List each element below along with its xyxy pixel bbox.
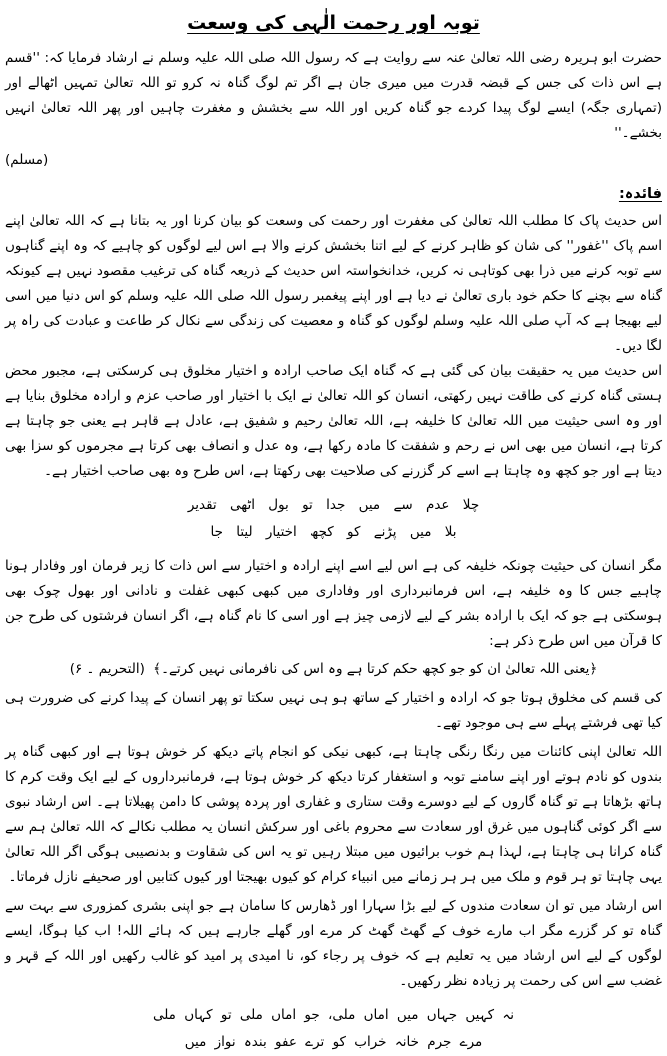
couplet-1 bbox=[5, 492, 662, 546]
quran-citation: (التحریم ۔ ۶) bbox=[69, 661, 145, 677]
couplet-1-line-1: چلا عدم سے میں جدا تو بول اٹھی تقدیر bbox=[187, 497, 480, 513]
page-title: توبہ اور رحمت الٰہی کی وسعت bbox=[187, 12, 480, 34]
khalifa-paragraph: مگر انسان کی حیثیت چونکہ خلیفہ کی ہے اس لیے اسے اپنے ارادہ و اختیار سے اس ذات کا زیر فرمان اور وفادار ہونا چاہیے جس کا وہ خلیفہ ہے، اس فرمانبرداری اور وفاداری میں کبھی کبھی غفلت و نادانی اور بھول چوک بھی ہوسکتی ہے جو کہ ایک با ارادہ بشر کے لیے لازمی چیز ہے اور اسی کا نام گناہ ہے، اگر انسان فرشتوں کی طرح جن کا قرآن میں اس طرح ذکر ہے: bbox=[5, 558, 662, 649]
fayda-paragraph-2: اس حدیث میں یہ حقیقت بیان کی گئی ہے کہ گناہ ایک صاحب ارادہ و اختیار مخلوق ہی کرسکتی ہے، مجبور محض ہستی گناہ کرنے کی طاقت نہیں رکھتی، انسان کو اللہ تعالیٰ نے ایک با اختیار اور صاحب عزم و ارادہ مخلوق بنایا ہے اور وہ اسی حیثیت میں اللہ تعالیٰ کا خلیفہ ہے، اللہ تعالیٰ رحیم و شفیق ہے، عادل ہے قاہر ہے یعنی جو چاہتا ہے کرتا ہے، انسان میں بھی اس نے رحم و شفقت کا مادہ رکھا ہے، وہ عدل و انصاف بھی کرتا ہے مجرموں کو سزا بھی دیتا ہے اور جو کچھ وہ چاہتا ہے اسے کر گزرنے کی صلاحیت بھی رکھتا ہے، اس طرح وہ بھی صاحب اختیار ہے۔ bbox=[5, 363, 662, 479]
couplet-2-line-1: نہ کہیں جہاں میں اماں ملی، جو اماں ملی تو کہاں ملی bbox=[152, 1007, 515, 1023]
hadith-paragraph: حضرت ابو ہریرہ رضی اللہ تعالیٰ عنہ سے روایت ہے کہ رسول اللہ صلی اللہ علیہ وسلم نے ارشاد فرمایا کہ: ''قسم ہے اس ذات کی جس کے قبضہ قدرت میں میری جان ہے اگر تم لوگ گناہ نہ کرو تو اللہ تعالیٰ تمہیں اٹھالے اور (تمہاری جگہ) ایسے لوگ پیدا کردے جو گناہ کریں اور اللہ سے بخشش و مغفرت چاہیں اور پھر اللہ تعالیٰ انہیں بخشے۔'' bbox=[5, 50, 662, 141]
khalifa-paragraph-continuation: کی قسم کی مخلوق ہوتا جو کہ ارادہ و اختیار کے ساتھ ہو ہی نہیں سکتا تو پھر انسان کے پیدا کرنے کی ضرورت ہی کیا تھی فرشتے پہلے سے ہی موجود تھے۔ bbox=[5, 690, 662, 731]
quran-verse-text: ﴿یعنی اللہ تعالیٰ ان کو جو کچھ حکم کرتا ہے وہ اس کی نافرمانی نہیں کرتے۔﴾ bbox=[153, 661, 598, 677]
hadith-source: (مسلم) bbox=[5, 152, 49, 168]
saadat-paragraph: اس ارشاد میں تو ان سعادت مندوں کے لیے بڑا سہارا اور ڈھارس کا سامان ہے جو اپنی بشری کمزوری سے بہت سے گناہ تو کر گزرے مگر اب مارے خوف کے گھٹ گھٹ کر مرے اور گھلے جارہے ہیں کہ ہائے اللہ! اب کیا ہوگا، ایسے لوگوں کے لیے اس ارشاد میں یہ تعلیم ہے کہ خوف پر رجاء کو، نا امیدی پر امید کو غالب رکھیں اور اللہ کے قہر و غضب سے اس کی رحمت پر زیادہ نظر رکھیں۔ bbox=[5, 898, 662, 989]
quran-verse bbox=[5, 656, 662, 682]
couplet-2 bbox=[5, 1002, 662, 1056]
fayda-heading: فائدہ: bbox=[618, 186, 662, 202]
couplet-2-line-2: مرے جرم خانہ خراب کو ترے عفو بندہ نواز میں bbox=[184, 1034, 483, 1050]
kainat-paragraph: اللہ تعالیٰ اپنی کائنات میں رنگا رنگی چاہتا ہے، کبھی نیکی کو انجام پاتے دیکھ کر خوش ہوتا ہے اور کبھی گناہ پر بندوں کو نادم ہوتے اور اپنے سامنے توبہ و استغفار کرتا دیکھ کر خوش ہوتا ہے، فرمانبرداروں کے لیے ایک وقت کرم کا ہاتھ بڑھاتا ہے تو گناہ گاروں کے لیے دوسرے وقت ستاری و غفاری اور پردہ پوشی کا دامن پھیلاتا ہے۔ اس ارشاد نبوی سے اگر کوئی گناہوں میں غرق اور سعادت سے محروم باغی اور سرکش انسان یہ مطلب نکالے کہ اللہ تعالیٰ ہم سے گناہ کرانا ہی چاہتا ہے، لہذا ہم خوب برائیوں میں مبتلا رہیں تو یہ اس کی شقاوت و بدنصیبی ہوگی اگر اللہ تعالیٰ یہی چاہتا تو ہر قوم و ملک میں ہر ہر زمانے میں انبیاء کرام کو کیوں بھیجتا اور کیوں کتابیں اور صحیفے نازل فرماتا۔ bbox=[5, 744, 662, 885]
fayda-paragraph-1: اس حدیث پاک کا مطلب اللہ تعالیٰ کی مغفرت اور رحمت کی وسعت کو بیان کرنا اور یہ بتانا ہے کہ اللہ تعالیٰ اپنے اسم پاک ''غفور'' کی شان کو ظاہر کرنے کے لیے اتنا بخشش کرنے والا ہے اس لیے لوگوں کو چاہیے کہ وہ اپنے گناہوں سے توبہ کرنے میں ذرا بھی کوتاہی نہ کریں، خدانخواستہ اس حدیث کے ذریعہ گناہ کی ترغیب مقصود نہیں ہے کیونکہ گناہ سے بچنے کا حکم خود باری تعالیٰ نے دیا ہے اور اپنے پیغمبر رسول اللہ صلی اللہ علیہ وسلم کو اس دنیا میں اسی لیے بھیجا ہے کہ آپ صلی اللہ علیہ وسلم لوگوں کو گناہ و معصیت کی زندگی سے نکال کر طاعت و عبادت کی راہ پر لگا دیں۔ bbox=[5, 213, 662, 354]
couplet-1-line-2: بلا میں پڑنے کو کچھ اختیار لیتا جا bbox=[210, 524, 457, 540]
